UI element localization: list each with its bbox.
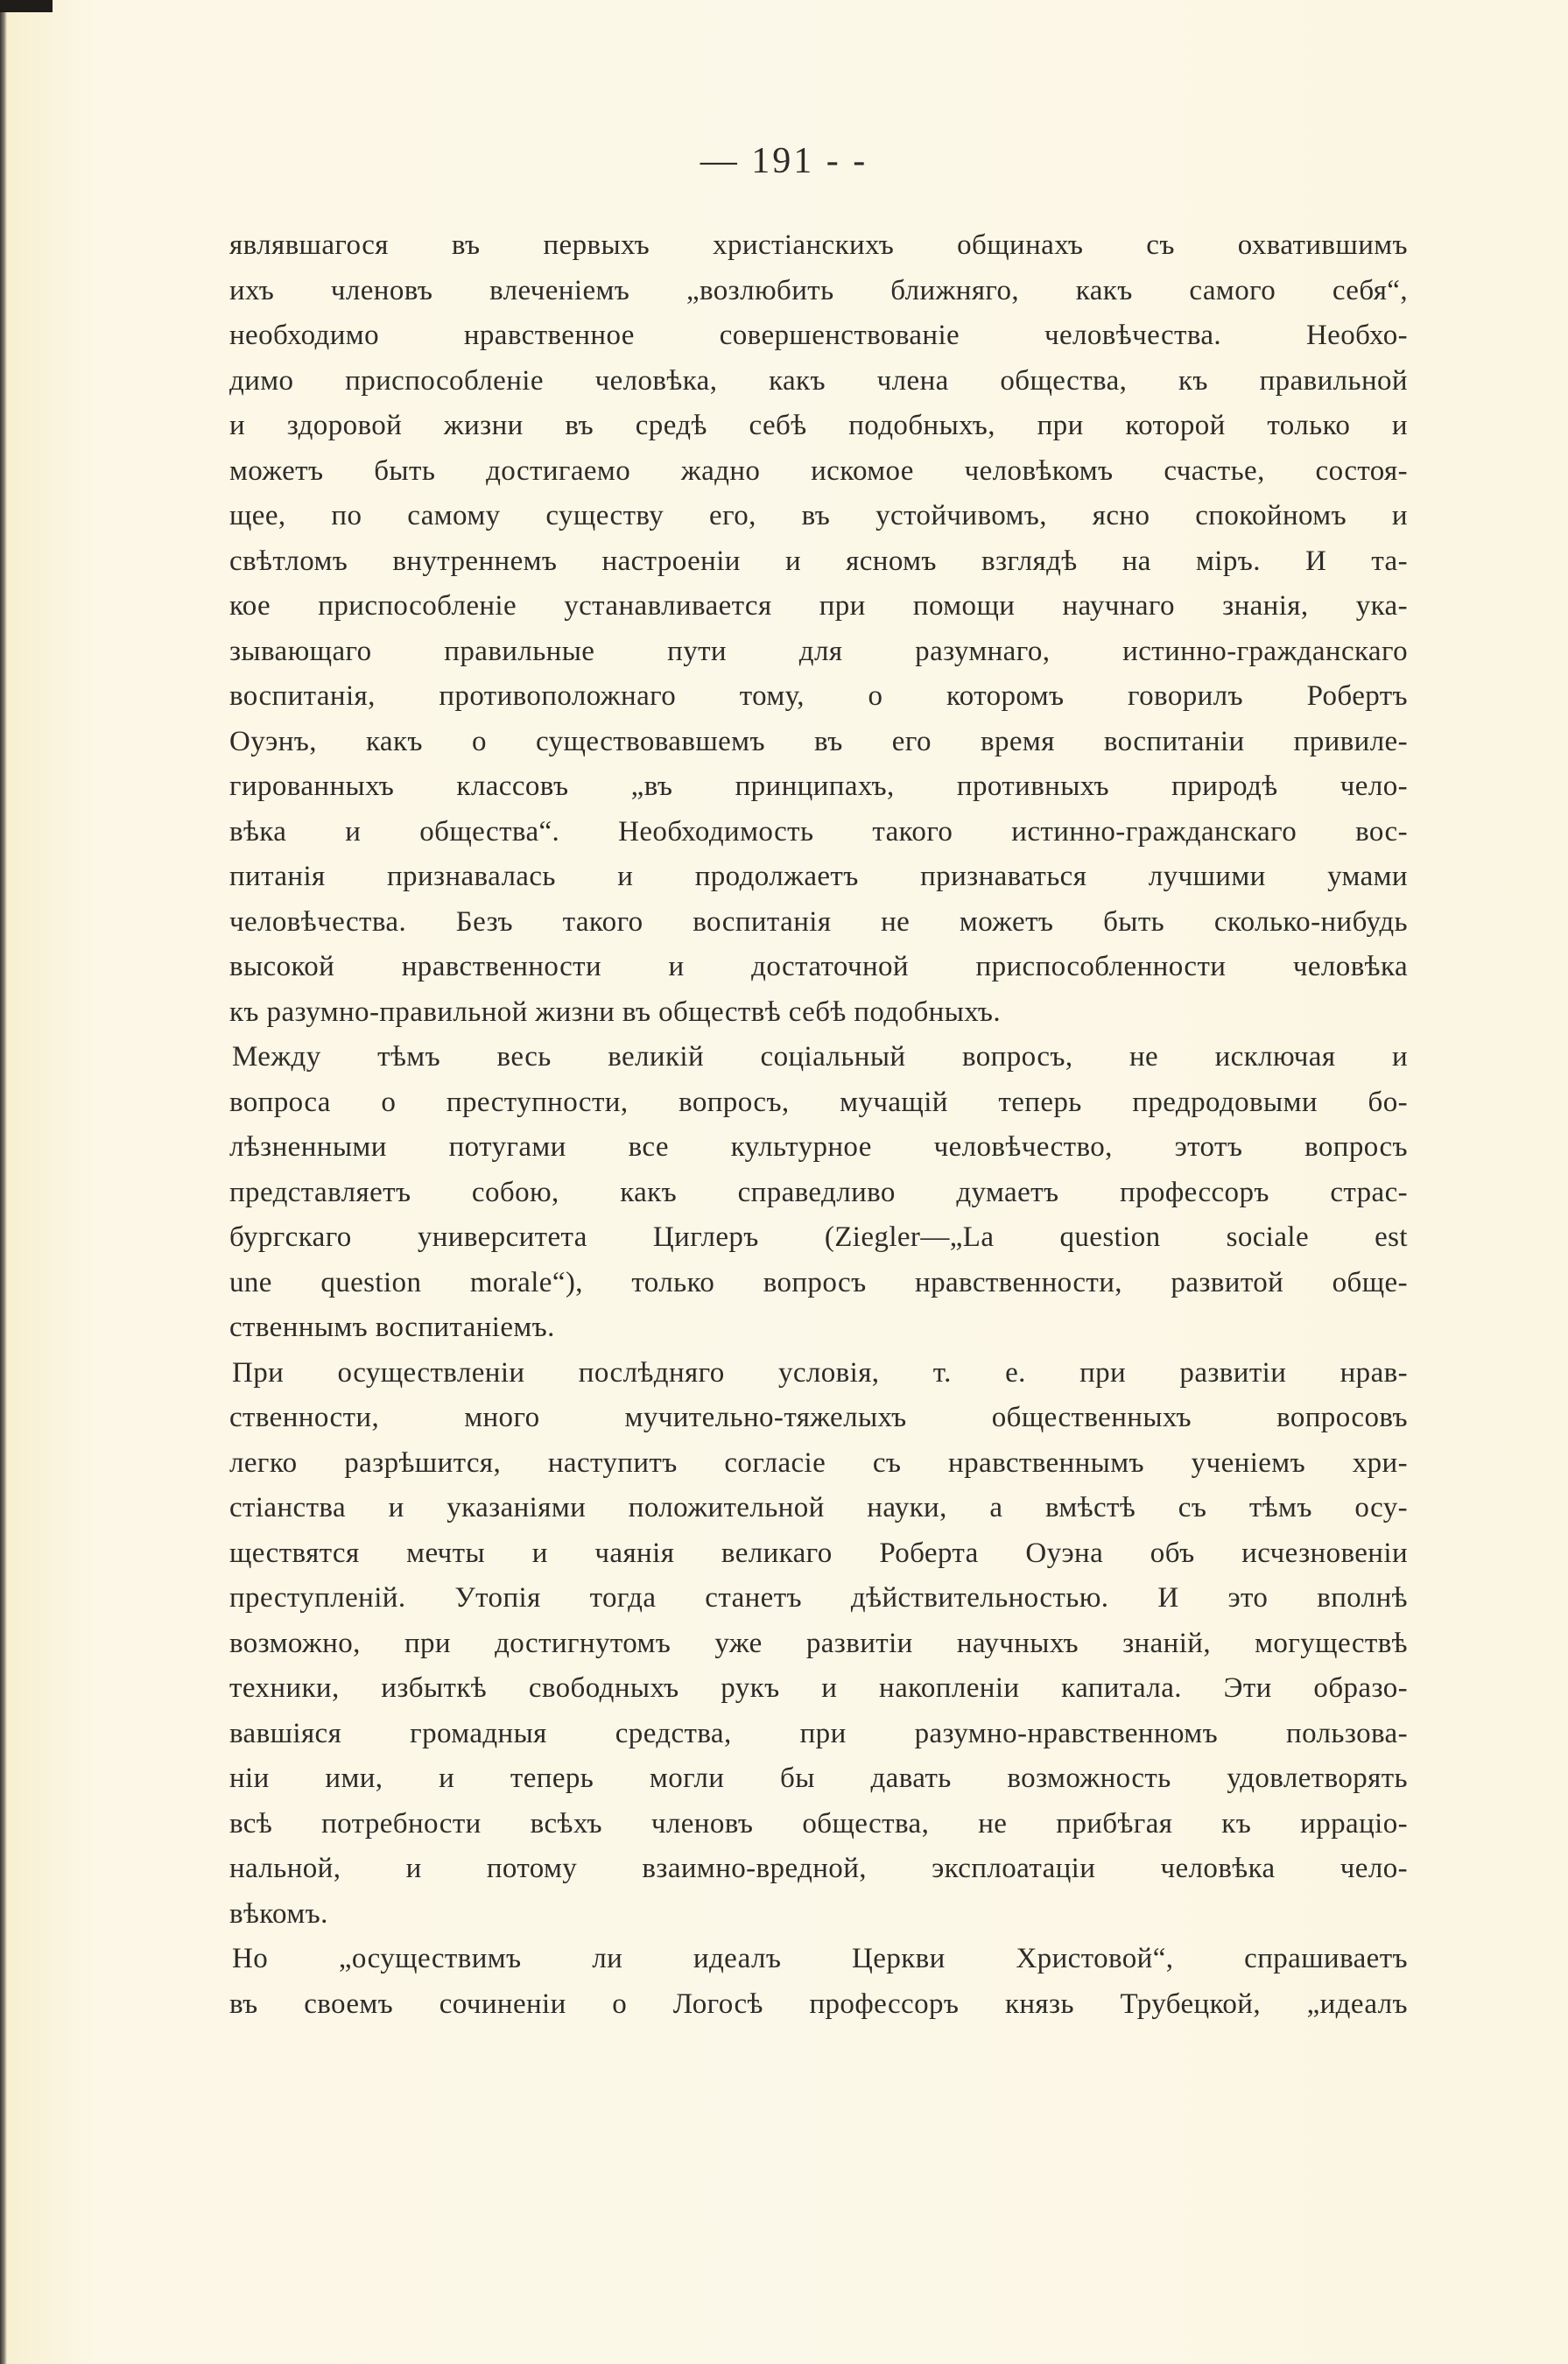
text-line: нальной, и потому взаимно-вредной, эксплоатаціи человѣка чело- [229, 1853, 1408, 1884]
text-line: стіанства и указаніями положительной науки, а вмѣстѣ съ тѣмъ осу- [229, 1492, 1408, 1523]
text-line: вѣкомъ. [229, 1897, 328, 1930]
text-line: При осуществленіи послѣдняго условія, т. е. при развитіи нрав- [232, 1356, 1408, 1389]
text-line: можетъ быть достигаемо жадно искомое человѣкомъ счастье, состоя- [229, 454, 1408, 487]
body-text [229, 223, 1408, 2027]
text-line: и здоровой жизни въ средѣ себѣ подобныхъ, при которой только и [229, 410, 1408, 441]
text-line: une question morale“), только вопросъ нравственности, развитой обще- [229, 1266, 1408, 1298]
text-line: кое приспособленіе устанавливается при помощи научнаго знанія, ука- [229, 590, 1408, 622]
text-line: питанія признавалась и продолжаетъ признаваться лучшими умами [229, 861, 1408, 892]
text-line: свѣтломъ внутреннемъ настроеніи и ясномъ взглядѣ на міръ. И та- [229, 545, 1408, 577]
text-line: вопроса о преступности, вопросъ, мучащій теперь предродовыми бо- [229, 1086, 1408, 1118]
text-line: Между тѣмъ весь великій соціальный вопросъ, не исключая и [232, 1041, 1408, 1073]
text-line: ственности, много мучительно-тяжелыхъ общественныхъ вопросовъ [229, 1402, 1408, 1433]
text-line: ніи ими, и теперь могли бы давать возможность удовлетворять [229, 1762, 1408, 1794]
text-line: Оуэнъ, какъ о существовавшемъ въ его время воспитаніи привиле- [229, 725, 1408, 757]
text-line: воспитанія, противоположнаго тому, о которомъ говорилъ Робертъ [229, 680, 1408, 712]
text-line: гированныхъ классовъ „въ принципахъ, противныхъ природѣ чело- [229, 770, 1408, 802]
text-line: къ разумно-правильной жизни въ обществѣ себѣ подобныхъ. [229, 996, 1002, 1028]
text-line: необходимо нравственное совершенствованіе человѣчества. Необхо- [229, 320, 1408, 351]
text-line: димо приспособленіе человѣка, какъ члена общества, къ правильной [229, 364, 1408, 397]
page-number: — 191 - - [700, 141, 868, 181]
scan-top-edge [0, 0, 53, 12]
text-line: высокой нравственности и достаточной приспособленности человѣка [229, 951, 1408, 982]
text-line: вѣка и общества“. Необходимость такого истинно-гражданскаго вос- [229, 815, 1408, 848]
text-line: представляетъ собою, какъ справедливо думаетъ профессоръ страс- [229, 1176, 1408, 1208]
text-line: возможно, при достигнутомъ уже развитіи научныхъ знаній, могуществѣ [229, 1627, 1408, 1659]
text-line: зывающаго правильные пути для разумнаго, истинно-гражданскаго [229, 635, 1408, 667]
text-line: ществятся мечты и чаянія великаго Роберта Оуэна объ исчезновеніи [229, 1537, 1408, 1569]
text-line: ственнымъ воспитаніемъ. [229, 1312, 555, 1343]
text-line: вавшіяся громадныя средства, при разумно-нравственномъ пользова- [229, 1717, 1408, 1749]
text-line: легко разрѣшится, наступитъ согласіе съ нравственнымъ ученіемъ хри- [229, 1446, 1408, 1479]
text-line: Но „осуществимъ ли идеалъ Церкви Христовой“, спрашиваетъ [232, 1943, 1408, 1974]
text-line: являвшагося въ первыхъ христіанскихъ общинахъ съ охватившимъ [229, 229, 1408, 261]
text-line: техники, избыткѣ свободныхъ рукъ и накопленіи капитала. Эти образо- [229, 1672, 1408, 1704]
text-line: бургскаго университета Циглеръ (Ziegler—„La question sociale est [229, 1221, 1408, 1253]
text-line: въ своемъ сочиненіи о Логосѣ профессоръ князь Трубецкой, „идеалъ [229, 1988, 1408, 2020]
text-line: всѣ потребности всѣхъ членовъ общества, не прибѣгая къ ирраціо- [229, 1807, 1408, 1840]
text-line: преступленій. Утопія тогда станетъ дѣйствительностью. И это вполнѣ [229, 1582, 1408, 1614]
text-line: ихъ членовъ влеченіемъ „возлюбить ближняго, какъ самого себя“, [229, 274, 1408, 306]
scan-left-edge [0, 0, 7, 2364]
text-line: щее, по самому существу его, въ устойчивомъ, ясно спокойномъ и [229, 500, 1408, 531]
text-line: лѣзненными потугами все культурное человѣчество, этотъ вопросъ [229, 1131, 1408, 1163]
text-line: человѣчества. Безъ такого воспитанія не можетъ быть сколько-нибудь [229, 905, 1408, 938]
